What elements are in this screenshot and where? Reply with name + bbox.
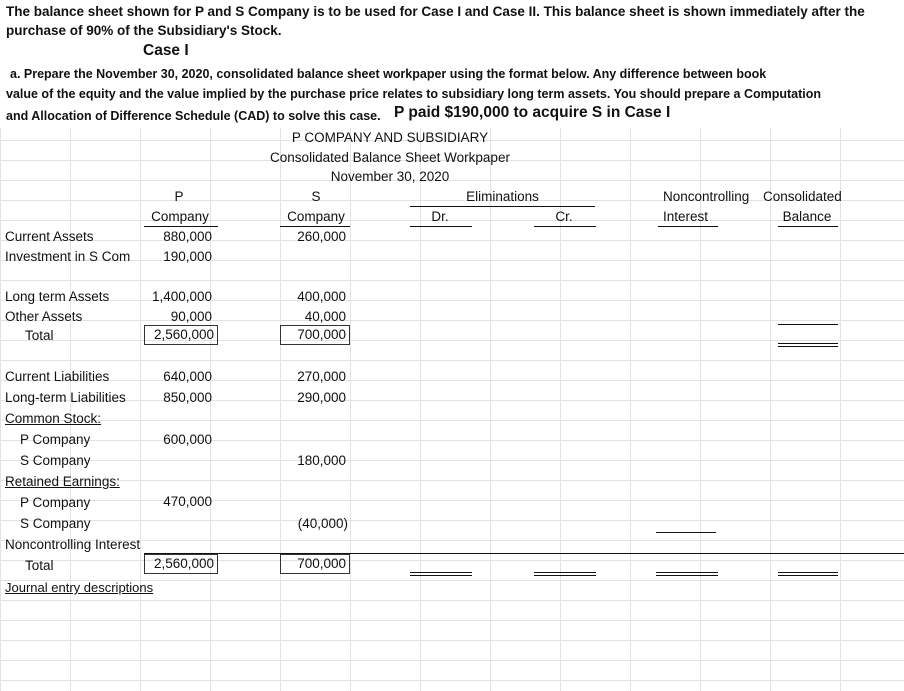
p-current-assets: 880,000 — [163, 229, 212, 244]
p-total-liab: 2,560,000 — [153, 556, 214, 571]
nci-total-double — [656, 572, 718, 576]
workpaper-title: Consolidated Balance Sheet Workpaper — [270, 150, 510, 165]
col-nci-bottom: Interest — [663, 209, 709, 224]
row-label-cs-s: S Company — [20, 453, 91, 468]
total-liab-topline — [144, 553, 904, 554]
s-re-s: (40,000) — [297, 516, 348, 531]
row-label-cs-p: P Company — [20, 432, 91, 447]
col-p-bottom: Company — [151, 209, 209, 224]
cons-total-assets-double — [778, 343, 838, 347]
workpaper-date: November 30, 2020 — [330, 169, 450, 184]
s-long-term-liabilities: 290,000 — [297, 390, 346, 405]
row-label-retained-earnings: Retained Earnings: — [5, 474, 120, 489]
p-re-p: 470,000 — [163, 494, 212, 509]
instructions-line-3: and Allocation of Difference Schedule (CAD) to solve this case. — [6, 109, 381, 123]
row-label-investment: Investment in S Com — [5, 249, 131, 264]
row-label-long-term-liabilities: Long-term Liabilities — [5, 390, 126, 405]
s-long-term-assets: 400,000 — [297, 289, 346, 304]
row-label-nci: Noncontrolling Interest — [5, 537, 141, 552]
p-investment: 190,000 — [163, 249, 212, 264]
col-s-bottom: Company — [287, 209, 345, 224]
row-label-re-s: S Company — [20, 516, 91, 531]
instructions-emphasis: P paid $190,000 to acquire S in Case I — [394, 104, 671, 121]
col-dr: Dr. — [431, 209, 449, 224]
instructions-line-2: value of the equity and the value implied by the purchase price relates to subsidiary long term assets. You should prepare a Computation — [6, 87, 822, 101]
col-p-top: P — [174, 189, 184, 204]
p-long-term-assets: 1,400,000 — [151, 289, 212, 304]
case-label: Case I — [143, 42, 189, 59]
cr-total-double — [534, 572, 596, 576]
row-label-common-stock: Common Stock: — [5, 411, 102, 426]
s-current-liabilities: 270,000 — [297, 369, 346, 384]
col-dr-underline — [410, 226, 472, 227]
col-eliminations: Eliminations — [466, 189, 539, 204]
p-current-liabilities: 640,000 — [163, 369, 212, 384]
nci-subtotal-line — [656, 532, 716, 533]
intro-line-1: The balance sheet shown for P and S Company is to be used for Case I and Case II. This balance sheet is shown immediately after the — [6, 4, 865, 19]
col-cons-bottom: Balance — [782, 209, 832, 224]
intro-line-2: purchase of 90% of the Subsidiary's Stock. — [6, 23, 282, 38]
cons-total-assets-topline — [778, 324, 838, 325]
p-long-term-liabilities: 850,000 — [163, 390, 212, 405]
s-total-assets: 700,000 — [297, 327, 346, 342]
eliminations-underline — [410, 206, 595, 207]
row-label-total-liab: Total — [25, 558, 54, 573]
col-cons-top: Consolidated — [763, 189, 842, 204]
p-other-assets: 90,000 — [170, 309, 212, 324]
col-cons-underline — [778, 226, 838, 227]
row-label-total-assets: Total — [25, 328, 54, 343]
journal-entry-descriptions: Journal entry descriptions — [5, 580, 154, 595]
col-s-underline — [280, 226, 350, 227]
col-p-underline — [144, 226, 218, 227]
cons-total-double — [778, 572, 838, 576]
p-cs-p: 600,000 — [163, 432, 212, 447]
s-total-liab: 700,000 — [297, 556, 346, 571]
col-cr-underline — [534, 226, 596, 227]
col-nci-underline — [658, 226, 718, 227]
col-s-top: S — [311, 189, 321, 204]
row-label-other-assets: Other Assets — [5, 309, 83, 324]
s-other-assets: 40,000 — [304, 309, 346, 324]
workpaper-company: P COMPANY AND SUBSIDIARY — [291, 130, 489, 145]
s-cs-s: 180,000 — [297, 453, 346, 468]
col-cr: Cr. — [555, 209, 573, 224]
s-current-assets: 260,000 — [297, 229, 346, 244]
row-label-long-term-assets: Long term Assets — [5, 289, 110, 304]
row-label-re-p: P Company — [20, 495, 91, 510]
row-label-current-assets: Current Assets — [5, 229, 94, 244]
col-nci-top: Noncontrolling — [663, 189, 750, 204]
dr-total-double — [410, 572, 472, 576]
row-label-current-liabilities: Current Liabilities — [5, 369, 110, 384]
instructions-line-1: a. Prepare the November 30, 2020, consolidated balance sheet workpaper using the format below. Any difference between book — [10, 67, 767, 81]
p-total-assets: 2,560,000 — [153, 327, 214, 342]
